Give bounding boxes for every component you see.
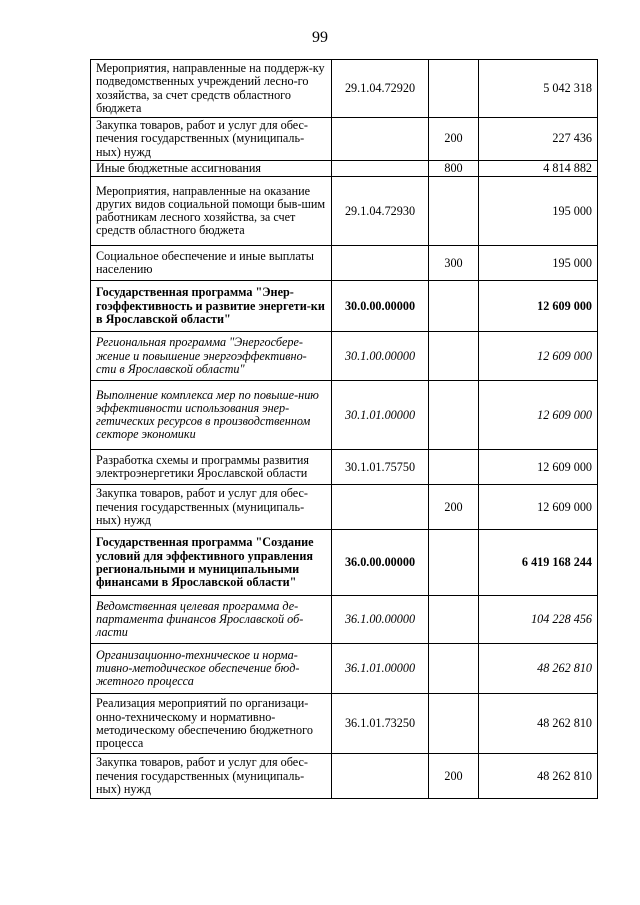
item-name: Закупка товаров, работ и услуг для обес-печения государственных (муниципаль-ных) нужд — [91, 485, 332, 530]
table-row — [91, 694, 598, 754]
amount: 12 609 000 — [479, 485, 598, 530]
table-row — [91, 161, 598, 177]
target-code: 36.0.00.00000 — [332, 530, 429, 596]
amount: 48 262 810 — [479, 644, 598, 694]
program-row — [91, 281, 598, 332]
table-row — [91, 177, 598, 246]
target-code: 30.0.00.00000 — [332, 281, 429, 332]
item-name: Государственная программа "Создание условий для эффективного управления региональными и муниципальными финансами в Ярославской области" — [91, 530, 332, 596]
budget-table — [90, 59, 598, 799]
page-number: 99 — [312, 29, 328, 46]
item-name: Закупка товаров, работ и услуг для обес-печения государственных (муниципаль-ных) нужд — [91, 754, 332, 799]
amount: 48 262 810 — [479, 694, 598, 754]
table-row — [91, 60, 598, 118]
subprogram-row — [91, 644, 598, 694]
target-code — [332, 246, 429, 281]
amount: 4 814 882 — [479, 161, 598, 177]
expense-type: 200 — [429, 118, 479, 161]
amount: 12 609 000 — [479, 281, 598, 332]
expense-type — [429, 530, 479, 596]
table-row — [91, 246, 598, 281]
table-row — [91, 485, 598, 530]
amount: 12 609 000 — [479, 450, 598, 485]
expense-type: 200 — [429, 485, 479, 530]
expense-type — [429, 281, 479, 332]
target-code — [332, 485, 429, 530]
amount: 195 000 — [479, 246, 598, 281]
amount: 48 262 810 — [479, 754, 598, 799]
item-name: Реализация мероприятий по организаци-онно-техническому и нормативно-методическому обеспечению бюджетного процесса — [91, 694, 332, 754]
target-code: 36.1.00.00000 — [332, 596, 429, 644]
expense-type — [429, 694, 479, 754]
budget-table-body — [91, 60, 598, 799]
item-name: Мероприятия, направленные на поддерж-ку подведомственных учреждений лесно-го хозяйства, за счет средств областного бюджета — [91, 60, 332, 118]
item-name: Иные бюджетные ассигнования — [91, 161, 332, 177]
expense-type — [429, 332, 479, 381]
item-name: Государственная программа "Энер-гоэффективность и развитие энергети-ки в Ярославской области" — [91, 281, 332, 332]
expense-type — [429, 644, 479, 694]
subprogram-row — [91, 596, 598, 644]
item-name: Социальное обеспечение и иные выплаты населению — [91, 246, 332, 281]
item-name: Организационно-техническое и норма-тивно-методическое обеспечение бюд-жетного процесса — [91, 644, 332, 694]
amount: 195 000 — [479, 177, 598, 246]
expense-type: 300 — [429, 246, 479, 281]
expense-type — [429, 60, 479, 118]
amount: 5 042 318 — [479, 60, 598, 118]
target-code: 30.1.00.00000 — [332, 332, 429, 381]
expense-type — [429, 596, 479, 644]
item-name: Выполнение комплекса мер по повыше-нию эффективности использования энер-гетических ресурсов в производственном секторе экономики — [91, 381, 332, 450]
target-code: 29.1.04.72920 — [332, 60, 429, 118]
subprogram-row — [91, 381, 598, 450]
expense-type — [429, 450, 479, 485]
expense-type — [429, 381, 479, 450]
item-name: Ведомственная целевая программа де-партамента финансов Ярославской об-ласти — [91, 596, 332, 644]
amount: 12 609 000 — [479, 332, 598, 381]
subprogram-row — [91, 332, 598, 381]
table-row — [91, 118, 598, 161]
target-code: 29.1.04.72930 — [332, 177, 429, 246]
item-name: Закупка товаров, работ и услуг для обес-печения государственных (муниципаль-ных) нужд — [91, 118, 332, 161]
target-code: 30.1.01.75750 — [332, 450, 429, 485]
amount: 104 228 456 — [479, 596, 598, 644]
target-code: 30.1.01.00000 — [332, 381, 429, 450]
target-code — [332, 161, 429, 177]
amount: 6 419 168 244 — [479, 530, 598, 596]
table-row — [91, 754, 598, 799]
program-row — [91, 530, 598, 596]
expense-type: 800 — [429, 161, 479, 177]
item-name: Разработка схемы и программы развития электроэнергетики Ярославской области — [91, 450, 332, 485]
target-code: 36.1.01.00000 — [332, 644, 429, 694]
item-name: Региональная программа "Энергосбере-жение и повышение энергоэффективно-сти в Ярославской области" — [91, 332, 332, 381]
expense-type: 200 — [429, 754, 479, 799]
target-code — [332, 754, 429, 799]
amount: 227 436 — [479, 118, 598, 161]
item-name: Мероприятия, направленные на оказание других видов социальной помощи быв-шим работникам лесного хозяйства, за счет средств областного бюджета — [91, 177, 332, 246]
amount: 12 609 000 — [479, 381, 598, 450]
expense-type — [429, 177, 479, 246]
target-code — [332, 118, 429, 161]
table-row — [91, 450, 598, 485]
target-code: 36.1.01.73250 — [332, 694, 429, 754]
